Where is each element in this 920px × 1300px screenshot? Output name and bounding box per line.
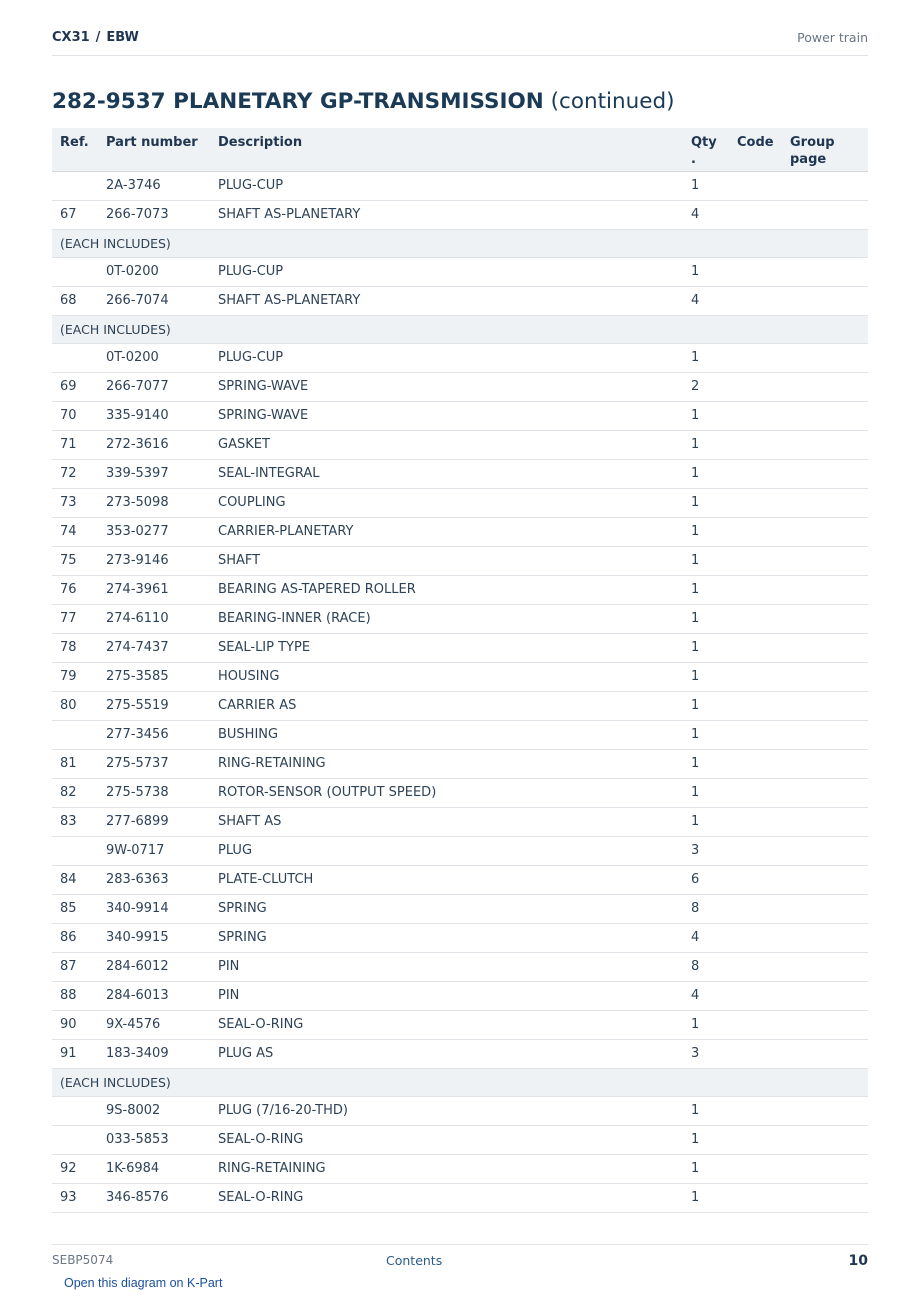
- page-number: 10: [848, 1253, 868, 1269]
- group-page-cell: [782, 459, 868, 488]
- part-number-cell: 274-3961: [98, 575, 210, 604]
- code-cell: [729, 1010, 782, 1039]
- ref-cell: 76: [52, 575, 98, 604]
- arrangement-code: EBW: [106, 30, 139, 45]
- group-page-cell: [782, 401, 868, 430]
- group-page-cell: [782, 807, 868, 836]
- note-cell: (EACH INCLUDES): [52, 315, 868, 343]
- group-page-cell: [782, 1154, 868, 1183]
- part-number-cell: 9W-0717: [98, 836, 210, 865]
- ref-cell: 68: [52, 286, 98, 315]
- group-page-cell: [782, 923, 868, 952]
- part-number-cell: 277-3456: [98, 720, 210, 749]
- column-header-code: Code: [729, 128, 782, 171]
- qty-cell: 8: [683, 894, 729, 923]
- ref-cell: 74: [52, 517, 98, 546]
- group-page-cell: [782, 575, 868, 604]
- section-name: Power train: [797, 30, 868, 45]
- table-row: [52, 430, 868, 459]
- description-cell: CARRIER AS: [210, 691, 683, 720]
- ref-cell: [52, 1125, 98, 1154]
- code-cell: [729, 171, 782, 200]
- ref-cell: 70: [52, 401, 98, 430]
- table-row: [52, 894, 868, 923]
- code-cell: [729, 749, 782, 778]
- qty-cell: 1: [683, 1125, 729, 1154]
- group-page-cell: [782, 952, 868, 981]
- table-row: [52, 200, 868, 229]
- qty-cell: 1: [683, 1154, 729, 1183]
- ref-cell: 72: [52, 459, 98, 488]
- description-cell: SEAL-O-RING: [210, 1010, 683, 1039]
- ref-cell: [52, 1096, 98, 1125]
- ref-cell: [52, 171, 98, 200]
- code-cell: [729, 517, 782, 546]
- code-cell: [729, 981, 782, 1010]
- table-row: [52, 749, 868, 778]
- model-code: CX31: [52, 30, 90, 45]
- page-header: [52, 28, 868, 56]
- code-cell: [729, 575, 782, 604]
- code-cell: [729, 923, 782, 952]
- table-row: [52, 343, 868, 372]
- description-cell: RING-RETAINING: [210, 1154, 683, 1183]
- table-row: [52, 923, 868, 952]
- table-row: [52, 459, 868, 488]
- code-cell: [729, 604, 782, 633]
- column-header-group-page: Group page: [782, 128, 868, 171]
- description-cell: PIN: [210, 981, 683, 1010]
- qty-cell: 3: [683, 836, 729, 865]
- code-cell: [729, 372, 782, 401]
- group-page-cell: [782, 257, 868, 286]
- table-row: [52, 372, 868, 401]
- description-cell: PLATE-CLUTCH: [210, 865, 683, 894]
- ref-cell: 71: [52, 430, 98, 459]
- description-cell: PLUG-CUP: [210, 257, 683, 286]
- group-page-cell: [782, 749, 868, 778]
- description-cell: SEAL-O-RING: [210, 1183, 683, 1212]
- open-diagram-link[interactable]: Open this diagram on K-Part: [64, 1276, 223, 1290]
- ref-cell: 86: [52, 923, 98, 952]
- ref-cell: 82: [52, 778, 98, 807]
- description-cell: BUSHING: [210, 720, 683, 749]
- group-page-cell: [782, 1039, 868, 1068]
- ref-cell: 75: [52, 546, 98, 575]
- qty-cell: 1: [683, 778, 729, 807]
- description-cell: RING-RETAINING: [210, 749, 683, 778]
- qty-cell: 1: [683, 1010, 729, 1039]
- table-row: [52, 286, 868, 315]
- code-cell: [729, 952, 782, 981]
- ref-cell: [52, 836, 98, 865]
- description-cell: PLUG: [210, 836, 683, 865]
- part-number-cell: 266-7073: [98, 200, 210, 229]
- table-row: [52, 981, 868, 1010]
- part-number-cell: 273-9146: [98, 546, 210, 575]
- ref-cell: 69: [52, 372, 98, 401]
- group-page-cell: [782, 517, 868, 546]
- qty-cell: 1: [683, 546, 729, 575]
- qty-cell: 1: [683, 488, 729, 517]
- description-cell: SEAL-O-RING: [210, 1125, 683, 1154]
- qty-cell: 1: [683, 1096, 729, 1125]
- ref-cell: [52, 257, 98, 286]
- table-row: [52, 691, 868, 720]
- part-number-cell: 274-7437: [98, 633, 210, 662]
- description-cell: PLUG AS: [210, 1039, 683, 1068]
- ref-cell: 80: [52, 691, 98, 720]
- group-page-cell: [782, 981, 868, 1010]
- group-page-cell: [782, 1183, 868, 1212]
- description-cell: SPRING: [210, 894, 683, 923]
- code-cell: [729, 691, 782, 720]
- group-page-cell: [782, 1096, 868, 1125]
- table-row: [52, 517, 868, 546]
- code-cell: [729, 488, 782, 517]
- part-number-cell: 275-5737: [98, 749, 210, 778]
- qty-cell: 2: [683, 372, 729, 401]
- qty-cell: 4: [683, 923, 729, 952]
- ref-cell: 78: [52, 633, 98, 662]
- qty-cell: 1: [683, 1183, 729, 1212]
- part-number-cell: 340-9915: [98, 923, 210, 952]
- code-cell: [729, 1154, 782, 1183]
- table-row: [52, 633, 868, 662]
- qty-cell: 6: [683, 865, 729, 894]
- ref-cell: 79: [52, 662, 98, 691]
- description-cell: COUPLING: [210, 488, 683, 517]
- group-page-cell: [782, 372, 868, 401]
- group-page-cell: [782, 546, 868, 575]
- note-cell: (EACH INCLUDES): [52, 1068, 868, 1096]
- table-row: [52, 865, 868, 894]
- group-page-cell: [782, 1125, 868, 1154]
- parts-table: [52, 128, 868, 1213]
- ref-cell: 93: [52, 1183, 98, 1212]
- part-number-cell: 284-6013: [98, 981, 210, 1010]
- part-number-cell: 277-6899: [98, 807, 210, 836]
- qty-cell: 4: [683, 286, 729, 315]
- ref-cell: 67: [52, 200, 98, 229]
- code-cell: [729, 1039, 782, 1068]
- part-number-cell: 266-7074: [98, 286, 210, 315]
- part-number-cell: 183-3409: [98, 1039, 210, 1068]
- table-row: [52, 1010, 868, 1039]
- qty-cell: 4: [683, 200, 729, 229]
- code-cell: [729, 865, 782, 894]
- table-row: [52, 546, 868, 575]
- code-cell: [729, 807, 782, 836]
- ref-cell: 73: [52, 488, 98, 517]
- table-note-row: [52, 229, 868, 257]
- code-cell: [729, 200, 782, 229]
- ref-cell: 83: [52, 807, 98, 836]
- part-number-cell: 340-9914: [98, 894, 210, 923]
- part-number-cell: 033-5853: [98, 1125, 210, 1154]
- qty-cell: 1: [683, 662, 729, 691]
- table-row: [52, 1183, 868, 1212]
- ref-cell: 87: [52, 952, 98, 981]
- group-page-cell: [782, 488, 868, 517]
- code-cell: [729, 894, 782, 923]
- column-header-qty: Qty .: [683, 128, 729, 171]
- group-page-cell: [782, 633, 868, 662]
- code-cell: [729, 1183, 782, 1212]
- table-row: [52, 171, 868, 200]
- part-number-cell: 283-6363: [98, 865, 210, 894]
- part-number-cell: 274-6110: [98, 604, 210, 633]
- group-page-cell: [782, 343, 868, 372]
- group-page-cell: [782, 720, 868, 749]
- part-number-cell: 275-5519: [98, 691, 210, 720]
- column-header-part-number: Part number: [98, 128, 210, 171]
- part-number-cell: 9S-8002: [98, 1096, 210, 1125]
- group-page-cell: [782, 1010, 868, 1039]
- code-cell: [729, 257, 782, 286]
- qty-cell: 1: [683, 633, 729, 662]
- description-cell: GASKET: [210, 430, 683, 459]
- description-cell: SHAFT AS: [210, 807, 683, 836]
- description-cell: BEARING-INNER (RACE): [210, 604, 683, 633]
- table-row: [52, 807, 868, 836]
- part-number-cell: 1K-6984: [98, 1154, 210, 1183]
- breadcrumb: [52, 30, 139, 45]
- part-number-cell: 0T-0200: [98, 257, 210, 286]
- group-page-cell: [782, 894, 868, 923]
- code-cell: [729, 633, 782, 662]
- table-note-row: [52, 315, 868, 343]
- part-number-cell: 284-6012: [98, 952, 210, 981]
- description-cell: SPRING: [210, 923, 683, 952]
- qty-cell: 1: [683, 401, 729, 430]
- ref-cell: 84: [52, 865, 98, 894]
- description-cell: PLUG-CUP: [210, 171, 683, 200]
- column-header-ref: Ref.: [52, 128, 98, 171]
- code-cell: [729, 343, 782, 372]
- table-row: [52, 575, 868, 604]
- qty-cell: 3: [683, 1039, 729, 1068]
- part-number-cell: 275-3585: [98, 662, 210, 691]
- code-cell: [729, 459, 782, 488]
- table-row: [52, 778, 868, 807]
- description-cell: HOUSING: [210, 662, 683, 691]
- qty-cell: 1: [683, 459, 729, 488]
- table-row: [52, 1154, 868, 1183]
- table-row: [52, 488, 868, 517]
- description-cell: PLUG-CUP: [210, 343, 683, 372]
- part-number-cell: 339-5397: [98, 459, 210, 488]
- table-row: [52, 604, 868, 633]
- description-cell: SEAL-INTEGRAL: [210, 459, 683, 488]
- ref-cell: 81: [52, 749, 98, 778]
- qty-cell: 1: [683, 430, 729, 459]
- table-row: [52, 836, 868, 865]
- part-number-cell: 273-5098: [98, 488, 210, 517]
- code-cell: [729, 778, 782, 807]
- breadcrumb-separator: /: [95, 30, 101, 45]
- group-page-cell: [782, 171, 868, 200]
- qty-cell: 1: [683, 720, 729, 749]
- part-number-cell: 266-7077: [98, 372, 210, 401]
- part-number-cell: 275-5738: [98, 778, 210, 807]
- page-title-main: 282-9537 PLANETARY GP-TRANSMISSION: [52, 89, 544, 114]
- table-row: [52, 720, 868, 749]
- table-row: [52, 1096, 868, 1125]
- ref-cell: 91: [52, 1039, 98, 1068]
- code-cell: [729, 662, 782, 691]
- qty-cell: 1: [683, 575, 729, 604]
- qty-cell: 1: [683, 343, 729, 372]
- description-cell: SHAFT AS-PLANETARY: [210, 286, 683, 315]
- page-title: [52, 89, 675, 114]
- group-page-cell: [782, 286, 868, 315]
- group-page-cell: [782, 691, 868, 720]
- code-cell: [729, 546, 782, 575]
- part-number-cell: 0T-0200: [98, 343, 210, 372]
- code-cell: [729, 1125, 782, 1154]
- ref-cell: 85: [52, 894, 98, 923]
- group-page-cell: [782, 662, 868, 691]
- description-cell: SPRING-WAVE: [210, 401, 683, 430]
- description-cell: ROTOR-SENSOR (OUTPUT SPEED): [210, 778, 683, 807]
- code-cell: [729, 1096, 782, 1125]
- description-cell: SHAFT: [210, 546, 683, 575]
- page-footer: [52, 1244, 868, 1275]
- table-row: [52, 1125, 868, 1154]
- ref-cell: 90: [52, 1010, 98, 1039]
- table-row: [52, 1039, 868, 1068]
- qty-cell: 1: [683, 807, 729, 836]
- qty-cell: 1: [683, 604, 729, 633]
- code-cell: [729, 720, 782, 749]
- parts-table-body: [52, 171, 868, 1212]
- qty-cell: 4: [683, 981, 729, 1010]
- ref-cell: [52, 720, 98, 749]
- description-cell: PIN: [210, 952, 683, 981]
- ref-cell: 88: [52, 981, 98, 1010]
- part-number-cell: 9X-4576: [98, 1010, 210, 1039]
- code-cell: [729, 430, 782, 459]
- description-cell: CARRIER-PLANETARY: [210, 517, 683, 546]
- table-row: [52, 662, 868, 691]
- qty-cell: 1: [683, 749, 729, 778]
- table-note-row: [52, 1068, 868, 1096]
- part-number-cell: 2A-3746: [98, 171, 210, 200]
- part-number-cell: 335-9140: [98, 401, 210, 430]
- table-row: [52, 257, 868, 286]
- group-page-cell: [782, 430, 868, 459]
- qty-cell: 1: [683, 171, 729, 200]
- page-title-suffix: (continued): [550, 89, 675, 114]
- group-page-cell: [782, 604, 868, 633]
- group-page-cell: [782, 836, 868, 865]
- part-number-cell: 353-0277: [98, 517, 210, 546]
- qty-cell: 1: [683, 257, 729, 286]
- ref-cell: [52, 343, 98, 372]
- code-cell: [729, 401, 782, 430]
- qty-cell: 1: [683, 517, 729, 546]
- group-page-cell: [782, 200, 868, 229]
- description-cell: BEARING AS-TAPERED ROLLER: [210, 575, 683, 604]
- description-cell: PLUG (7/16-20-THD): [210, 1096, 683, 1125]
- table-row: [52, 401, 868, 430]
- contents-link[interactable]: Contents: [386, 1253, 443, 1268]
- part-number-cell: 346-8576: [98, 1183, 210, 1212]
- ref-cell: 77: [52, 604, 98, 633]
- description-cell: SEAL-LIP TYPE: [210, 633, 683, 662]
- group-page-cell: [782, 778, 868, 807]
- table-row: [52, 952, 868, 981]
- code-cell: [729, 286, 782, 315]
- table-header-row: [52, 128, 868, 171]
- note-cell: (EACH INCLUDES): [52, 229, 868, 257]
- code-cell: [729, 836, 782, 865]
- ref-cell: 92: [52, 1154, 98, 1183]
- part-number-cell: 272-3616: [98, 430, 210, 459]
- qty-cell: 1: [683, 691, 729, 720]
- column-header-description: Description: [210, 128, 683, 171]
- description-cell: SPRING-WAVE: [210, 372, 683, 401]
- description-cell: SHAFT AS-PLANETARY: [210, 200, 683, 229]
- group-page-cell: [782, 865, 868, 894]
- qty-cell: 8: [683, 952, 729, 981]
- document-code: SEBP5074: [52, 1253, 114, 1267]
